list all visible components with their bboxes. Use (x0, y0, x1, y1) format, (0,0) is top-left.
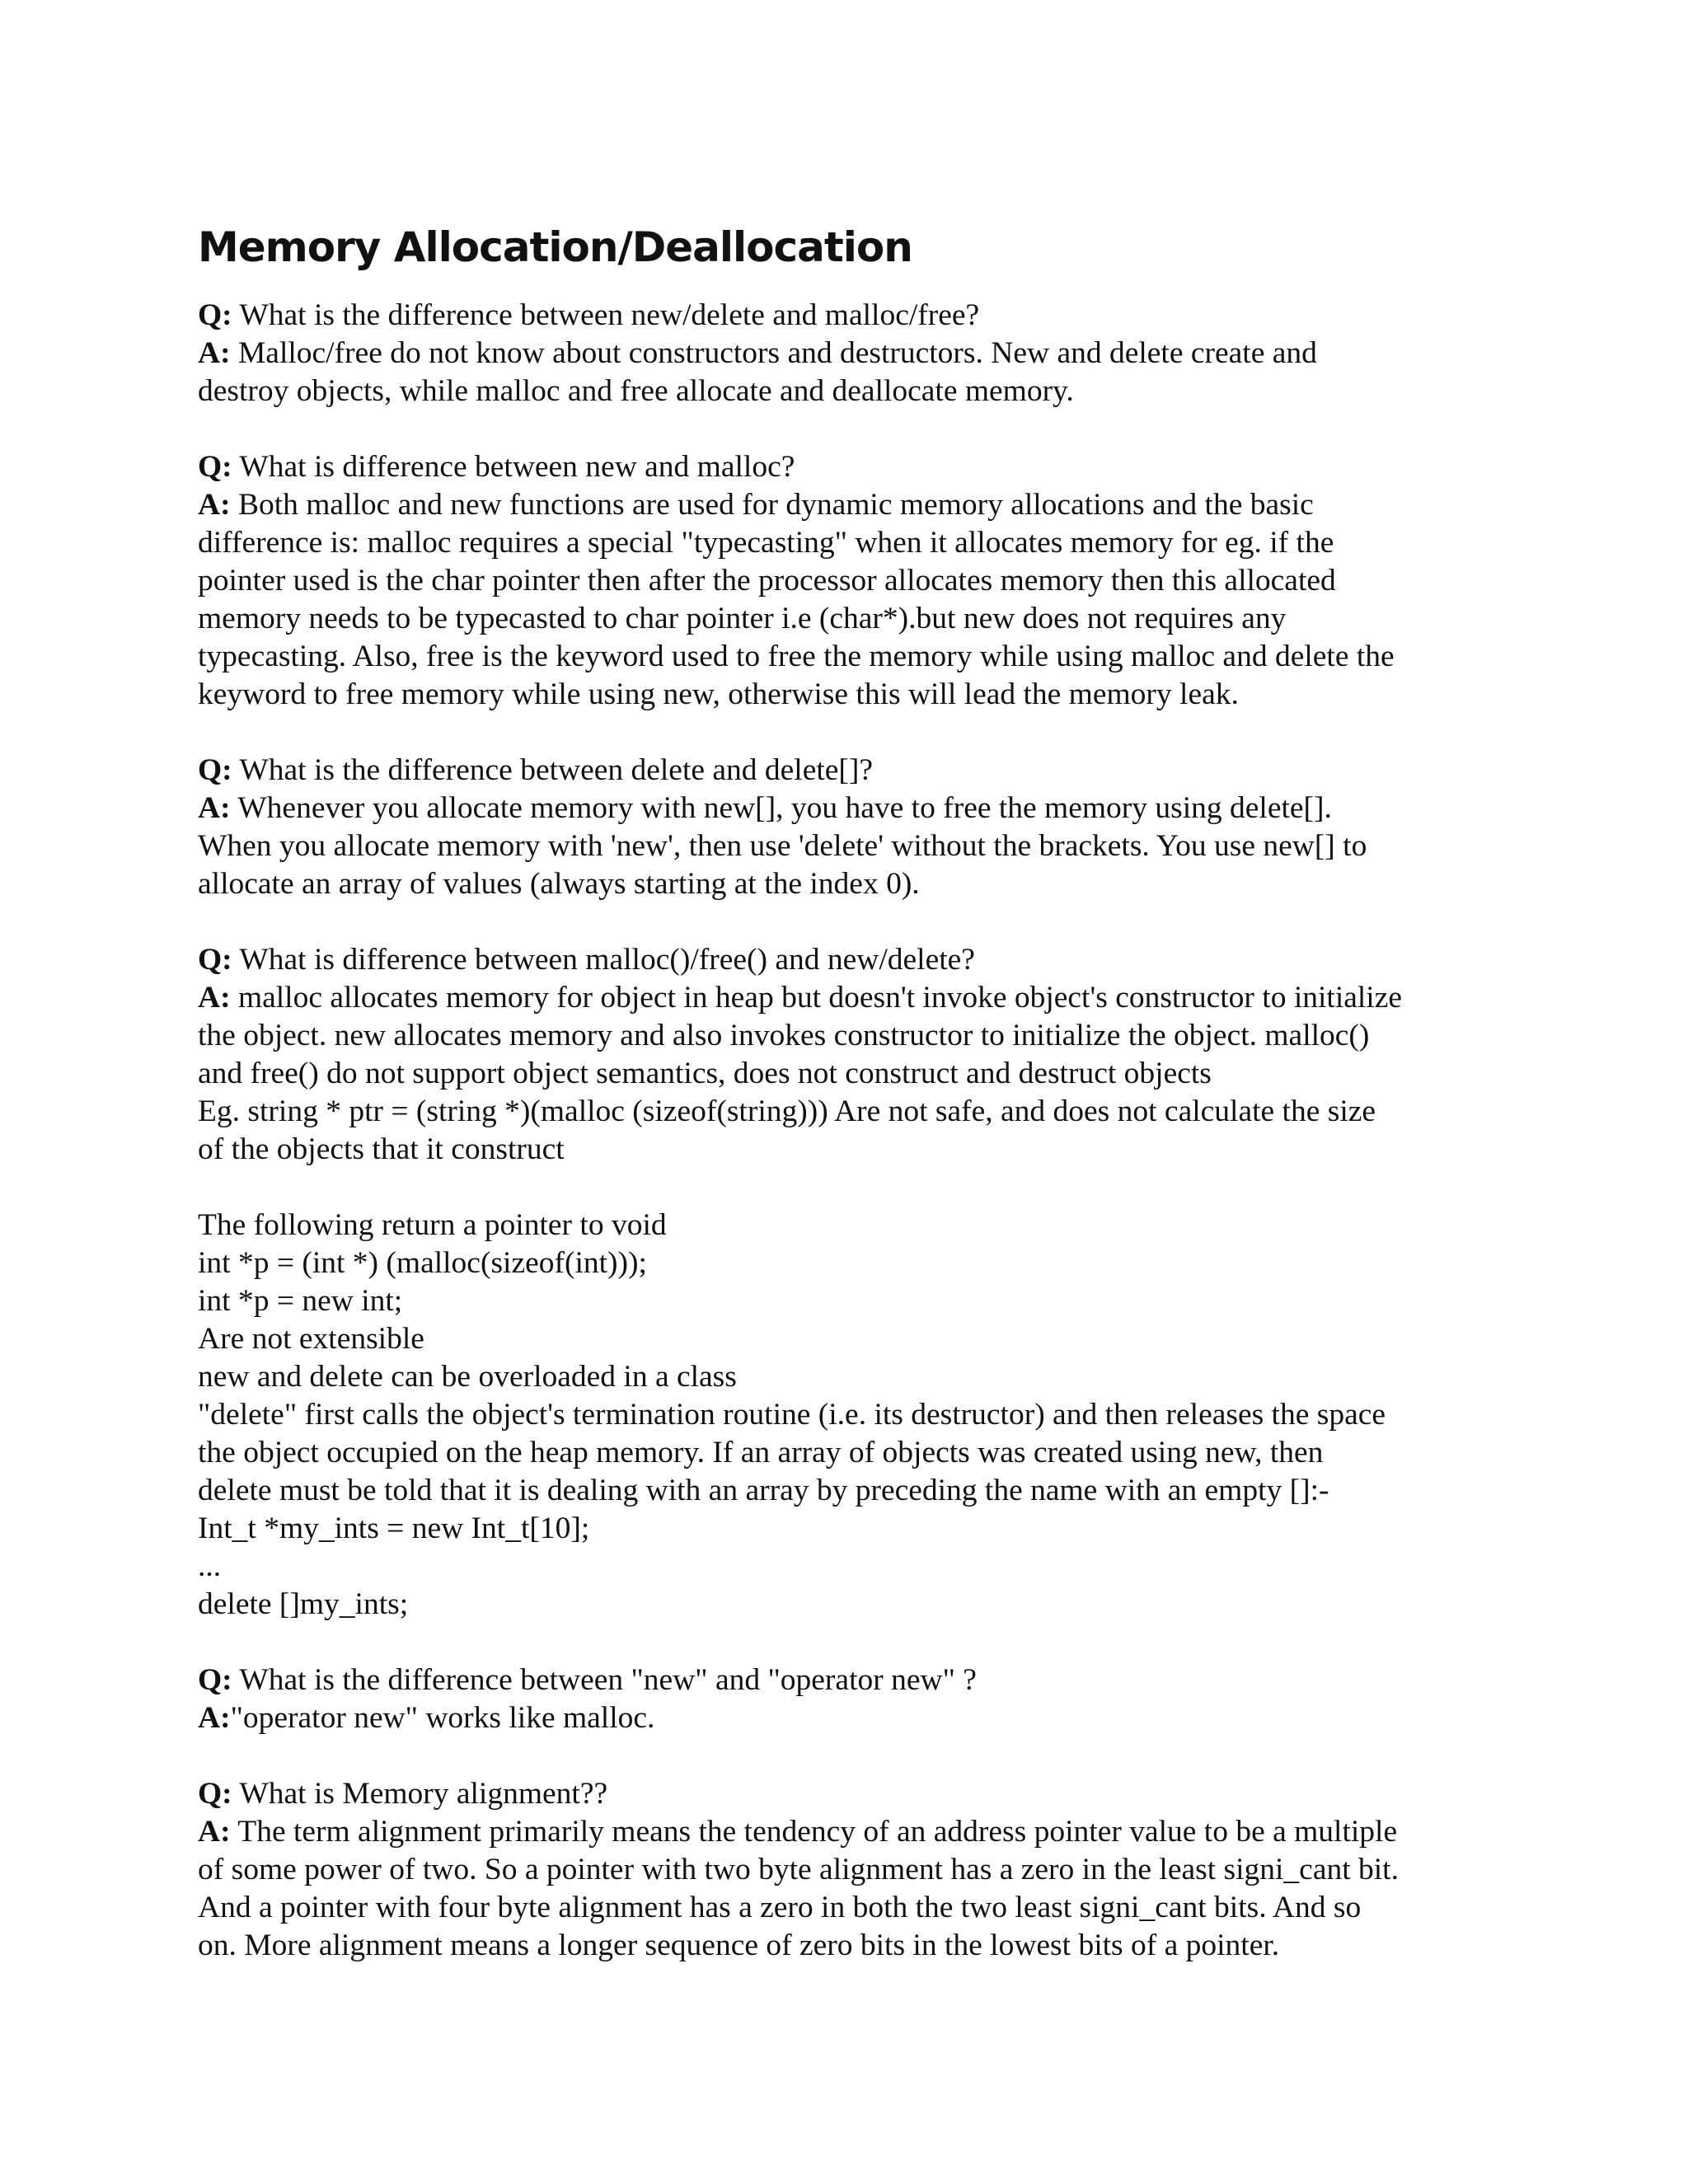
answer-text: Both malloc and new functions are used for dynamic memory allocations and the basic (237, 488, 1314, 522)
page-title: Memory Allocation/Deallocation (198, 223, 912, 271)
code-line: ... (198, 1549, 222, 1583)
answer-line: of some power of two. So a pointer with two byte alignment has a zero in the least signi_cant bit. (198, 1853, 1399, 1886)
question-label: Q: (198, 943, 232, 977)
answer-label: A: (198, 336, 231, 370)
code-line: int *p = (int *) (malloc(sizeof(int))); (198, 1246, 647, 1280)
answer-line (198, 979, 1500, 1017)
question-text: What is the difference between delete and delete[]? (239, 753, 874, 787)
qa-block (198, 941, 1500, 1169)
question-line (198, 941, 1500, 979)
answer-line: When you allocate memory with 'new', then use 'delete' without the brackets. You use new[] to (198, 829, 1367, 863)
question-line (198, 297, 1500, 335)
question-line (198, 448, 1500, 486)
qa-block (198, 1775, 1500, 1965)
answer-line: difference is: malloc requires a special "typecasting" when it allocates memory for eg. if the (198, 526, 1334, 560)
answer-line: of the objects that it construct (198, 1132, 565, 1166)
question-text: What is difference between malloc()/free() and new/delete? (239, 943, 975, 977)
question-line (198, 1661, 1500, 1699)
notes-block (198, 1207, 1500, 1624)
document-body (198, 297, 1500, 2003)
question-text: What is the difference between new/delete and malloc/free? (239, 298, 980, 332)
answer-line: the object. new allocates memory and also invokes constructor to initialize the object. malloc() (198, 1019, 1370, 1052)
notes-line: delete must be told that it is dealing with an array by preceding the name with an empty []:- (198, 1474, 1329, 1507)
question-label: Q: (198, 1777, 232, 1811)
answer-label: A: (198, 981, 231, 1015)
answer-text: Whenever you allocate memory with new[], you have to free the memory using delete[]. (237, 791, 1332, 825)
question-text: What is Memory alignment?? (239, 1777, 608, 1811)
qa-block (198, 752, 1500, 903)
answer-line: and free() do not support object semantics, does not construct and destruct objects (198, 1057, 1212, 1090)
question-text: What is difference between new and malloc? (239, 450, 795, 484)
answer-line: pointer used is the char pointer then after the processor allocates memory then this allocated (198, 564, 1336, 598)
notes-line: new and delete can be overloaded in a class (198, 1360, 737, 1394)
answer-text: Malloc/free do not know about constructors and destructors. New and delete create and (237, 336, 1317, 370)
question-label: Q: (198, 753, 232, 787)
answer-label: A: (198, 791, 231, 825)
notes-line: The following return a pointer to void (198, 1208, 667, 1242)
answer-label: A: (198, 488, 231, 522)
question-label: Q: (198, 298, 232, 332)
answer-line: And a pointer with four byte alignment has a zero in both the two least signi_cant bits. And so (198, 1891, 1362, 1924)
answer-text: malloc allocates memory for object in heap but doesn't invoke object's constructor to initialize (237, 981, 1403, 1015)
code-line: int *p = new int; (198, 1284, 403, 1318)
notes-line: "delete" first calls the object's termination routine (i.e. its destructor) and then releases the space (198, 1398, 1386, 1432)
question-label: Q: (198, 1663, 232, 1697)
answer-text: "operator new" works like malloc. (230, 1701, 655, 1735)
answer-line (198, 1813, 1500, 1851)
notes-line: Are not extensible (198, 1322, 424, 1356)
answer-label: A: (198, 1701, 231, 1735)
answer-text: The term alignment primarily means the tendency of an address pointer value to be a multiple (237, 1815, 1398, 1849)
question-label: Q: (198, 450, 232, 484)
qa-block (198, 297, 1500, 410)
code-line: delete []my_ints; (198, 1587, 409, 1621)
answer-line (198, 790, 1500, 827)
answer-line: typecasting. Also, free is the keyword used to free the memory while using malloc and delete the (198, 640, 1395, 673)
answer-label: A: (198, 1815, 231, 1849)
question-text: What is the difference between "new" and "operator new" ? (239, 1663, 977, 1697)
answer-line (198, 335, 1500, 373)
qa-block (198, 1661, 1500, 1737)
answer-line: keyword to free memory while using new, otherwise this will lead the memory leak. (198, 677, 1239, 711)
qa-block (198, 448, 1500, 714)
code-line: Int_t *my_ints = new Int_t[10]; (198, 1511, 590, 1545)
answer-line: allocate an array of values (always starting at the index 0). (198, 867, 920, 901)
answer-line (198, 1699, 1500, 1737)
answer-line: memory needs to be typecasted to char pointer i.e (char*).but new does not requires any (198, 602, 1287, 635)
answer-line: on. More alignment means a longer sequence of zero bits in the lowest bits of a pointer. (198, 1929, 1280, 1962)
answer-line (198, 486, 1500, 524)
answer-line: Eg. string * ptr = (string *)(malloc (sizeof(string))) Are not safe, and does not calculate the size (198, 1094, 1376, 1128)
question-line (198, 1775, 1500, 1813)
question-line (198, 752, 1500, 790)
answer-line: destroy objects, while malloc and free allocate and deallocate memory. (198, 374, 1074, 408)
notes-line: the object occupied on the heap memory. If an array of objects was created using new, then (198, 1436, 1324, 1469)
